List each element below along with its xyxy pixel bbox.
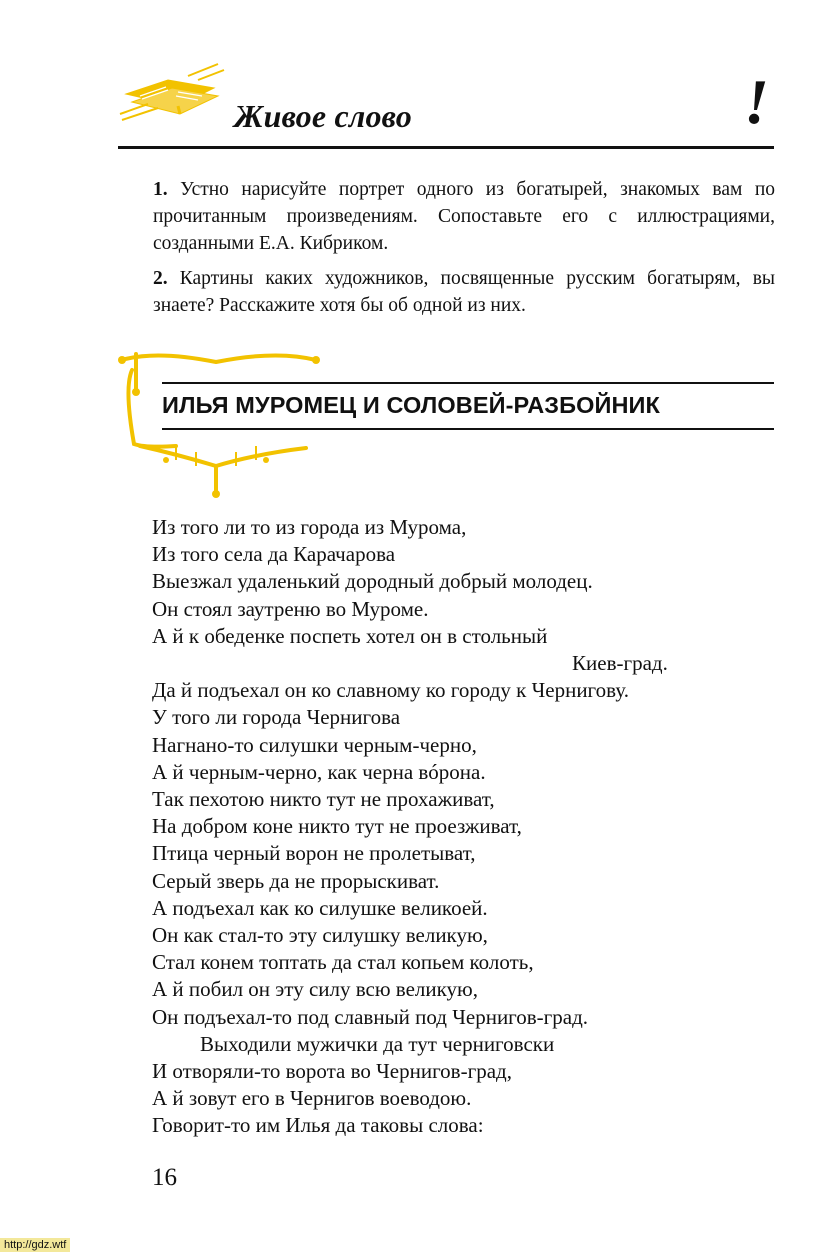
question-number: 1. — [153, 179, 168, 200]
poem-line: А й побил он эту силу всю великую, — [152, 977, 478, 1002]
poem-line: Да й подъехал он ко славному ко городу к Чернигову. — [152, 678, 629, 703]
page-number: 16 — [152, 1164, 177, 1191]
poem-text — [152, 514, 792, 1140]
poem-line: Выходили мужички да тут черниговски — [200, 1031, 555, 1056]
poem-line: А подъехал как ко силушке великоей. — [152, 895, 488, 920]
question-text: Устно нарисуйте портрет одного из богатырей, знакомых вам по прочитанным произведениям. Сопоставьте его с иллюстрациями, созданными Е.А. Кибриком. — [153, 179, 776, 254]
question-text: Картины каких художников, посвященные русским богатырям, вы знаете? Расскажите хотя бы об одной из них. — [153, 268, 775, 316]
poem-line: У того ли города Чернигова — [152, 705, 401, 730]
poem-line: Из того села да Карачарова — [152, 542, 396, 567]
poem-line: Он стоял заутреню во Муроме. — [152, 596, 429, 621]
poem-line: Птица черный ворон не пролетыват, — [152, 841, 476, 866]
poem-line: Он как стал-то эту силушку великую, — [152, 923, 488, 948]
chapter-rule-bottom — [162, 428, 774, 430]
header-rule — [118, 146, 774, 149]
open-book-icon — [118, 58, 228, 128]
question-2 — [153, 265, 775, 319]
poem-line: Стал конем топтать да стал копьем колоть, — [152, 950, 534, 975]
question-number: 2. — [153, 268, 168, 289]
exclamation-mark: ! — [744, 66, 769, 137]
poem-line: Он подъехал-то под славный под Чернигов-град. — [152, 1004, 589, 1029]
poem-line: А й черным-черно, как черна вóрона. — [152, 759, 486, 784]
watermark-link[interactable]: http://gdz.wtf — [0, 1238, 70, 1252]
chapter-rule-top — [162, 382, 774, 384]
poem-line: Серый зверь да не прорыскиват. — [152, 868, 440, 893]
poem-line: Говорит-то им Илья да таковы слова: — [152, 1113, 484, 1138]
poem-line: Из того ли то из города из Мурома, — [152, 515, 467, 539]
poem-line: И отворяли-то ворота во Чернигов-град, — [152, 1059, 512, 1084]
poem-line: Выезжал удаленький дородный добрый молодец. — [152, 569, 593, 594]
section-title: Живое слово — [234, 98, 412, 134]
book-frame-ornament — [116, 348, 326, 498]
poem-line: Киев-град. — [572, 651, 668, 676]
poem-line: Так пехотою никто тут не прохаживат, — [152, 787, 495, 812]
questions-block — [153, 176, 775, 327]
poem-line: На добром коне никто тут не проезживат, — [152, 814, 522, 839]
poem-line: А й зовут его в Чернигов воеводою. — [152, 1086, 472, 1111]
poem-line: Нагнано-то силушки черным-черно, — [152, 732, 477, 757]
poem-line: А й к обеденке поспеть хотел он в стольный — [152, 623, 548, 648]
chapter-title: ИЛЬЯ МУРОМЕЦ И СОЛОВЕЙ-РАЗБОЙНИК — [162, 392, 660, 418]
question-1 — [153, 176, 775, 257]
